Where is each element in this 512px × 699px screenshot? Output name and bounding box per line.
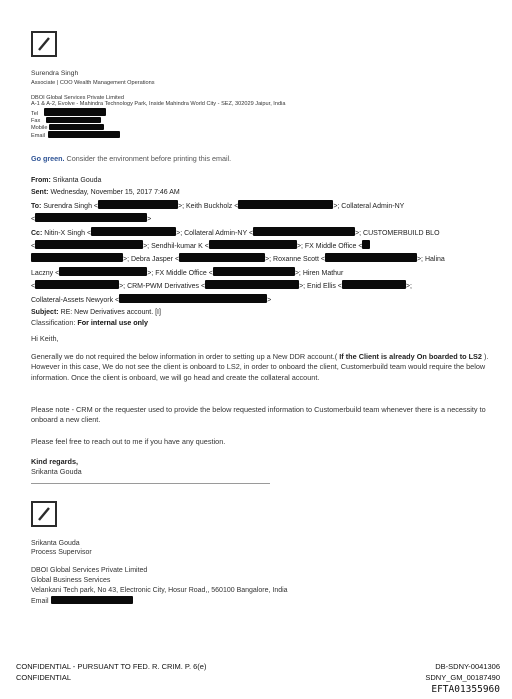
footer-confidential-line-1: CONFIDENTIAL - PURSUANT TO FED. R. CRIM. P. 6(e): [16, 662, 207, 671]
top-signature-name: Surendra Singh: [31, 70, 79, 77]
redaction: [35, 280, 119, 289]
message-paragraph-2: Please note - CRM or the requester used to provide the below requested information to Customerbuild team whenever there is a necessity to onboard a new client.: [31, 405, 486, 425]
top-signature-title: Associate | COO Wealth Management Operations: [31, 80, 155, 86]
sent-line: Sent: Wednesday, November 15, 2017 7:46 AM: [31, 189, 180, 197]
classification: Classification: For internal use only: [31, 318, 149, 327]
redaction: [238, 200, 333, 209]
bottom-signature-company: DBOI Global Services Private Limited: [31, 567, 148, 574]
logo-slash-icon: [36, 506, 52, 522]
message-paragraph-3: Please feel free to reach out to me if you have any question.: [31, 437, 226, 446]
bottom-signature-name: Srikanta Gouda: [31, 540, 80, 547]
from-line: From: Srikanta Gouda: [31, 177, 102, 184]
closing-name: Srikanta Gouda: [31, 467, 82, 476]
redaction: [119, 294, 267, 303]
signature-divider: [31, 483, 270, 484]
redaction: [49, 124, 104, 130]
deutsche-bank-logo: [31, 501, 57, 527]
redaction: [35, 213, 147, 222]
to-line-2: < >: [31, 213, 445, 226]
redaction: [213, 267, 295, 276]
redaction: [51, 596, 133, 604]
cc-line-3: >; Debra Jasper < >; Roxanne Scott < >; Halina: [31, 253, 445, 266]
message-paragraph-1: Generally we do not required the below information in order to setting up a New DDR account.( If the Client is already On boarded to LS2 ). However in this case, We do not see the client is onboard to LS2, in order to onboard the client, Customerbuild team would require the below information. Once the client is onboard, we will go head and create the collateral account.: [31, 352, 489, 382]
bottom-signature-address: Velankani Tech park, No 43, Electronic City, Hosur Road,, 560100 Bangalore, India: [31, 587, 288, 594]
footer-doc-id: DB-SDNY-0041306: [435, 662, 500, 671]
footer-doc-id-2: SDNY_GM_00187490: [425, 673, 500, 682]
message-greeting: Hi Keith,: [31, 334, 59, 343]
cc-line: Cc: Nitin-X Singh < >; Collateral Admin-NY < >; CUSTOMERBUILD BLO: [31, 227, 445, 240]
subject-line: Subject: RE: New Derivatives account. [I]: [31, 309, 161, 317]
redaction: [48, 131, 120, 138]
cc-line-6: Collateral-Assets Newyork < >: [31, 294, 445, 307]
redaction: [362, 240, 370, 249]
deutsche-bank-logo: [31, 31, 57, 57]
top-signature-address: A-1 & A-2, Evolve - Mahindra Technology Park, Inside Mahindra World City - SEZ, 302029 Jaipur, India: [31, 101, 286, 107]
redaction: [98, 200, 178, 209]
mobile-label: Mobile: [31, 125, 48, 131]
to-line: To: Surendra Singh < >; Keith Buckholz < >; Collateral Admin-NY: [31, 200, 445, 213]
top-signature-email: [31, 131, 120, 140]
email-header: [31, 175, 445, 319]
logo-slash-icon: [36, 36, 52, 52]
redaction: [91, 227, 176, 236]
bottom-signature-title: Process Supervisor: [31, 549, 92, 556]
redaction: [59, 267, 147, 276]
redaction: [205, 280, 299, 289]
redaction: [35, 240, 143, 249]
bottom-signature-email: Email: [31, 596, 133, 607]
email-label: Email: [31, 133, 45, 139]
cc-line-2: < >; Sendhil-kumar K < >; FX Middle Office <: [31, 240, 445, 253]
top-signature-company: DBOI Global Services Private Limited: [31, 95, 124, 101]
redaction: [31, 253, 123, 262]
redaction: [209, 240, 297, 249]
fax-label: Fax: [31, 118, 41, 124]
redaction: [325, 253, 417, 262]
bottom-signature-division: Global Business Services: [31, 577, 111, 584]
cc-line-4: Laczny < >; FX Middle Office < >; Hiren Mathur: [31, 267, 445, 280]
cc-line-5: < >; CRM-PWM Derivatives < >; Enid Ellis < >;: [31, 280, 445, 293]
bates-number: EFTA01355960: [431, 684, 500, 695]
closing: Kind regards,: [31, 457, 79, 466]
tel-label: Tel: [31, 111, 39, 117]
redaction: [342, 280, 406, 289]
footer-confidential-line-2: CONFIDENTIAL: [16, 673, 72, 682]
redaction: [44, 108, 106, 116]
redaction: [253, 227, 355, 236]
redaction: [46, 117, 101, 123]
redaction: [179, 253, 265, 262]
go-green-note: Go green. Consider the environment before printing this email.: [31, 154, 232, 163]
